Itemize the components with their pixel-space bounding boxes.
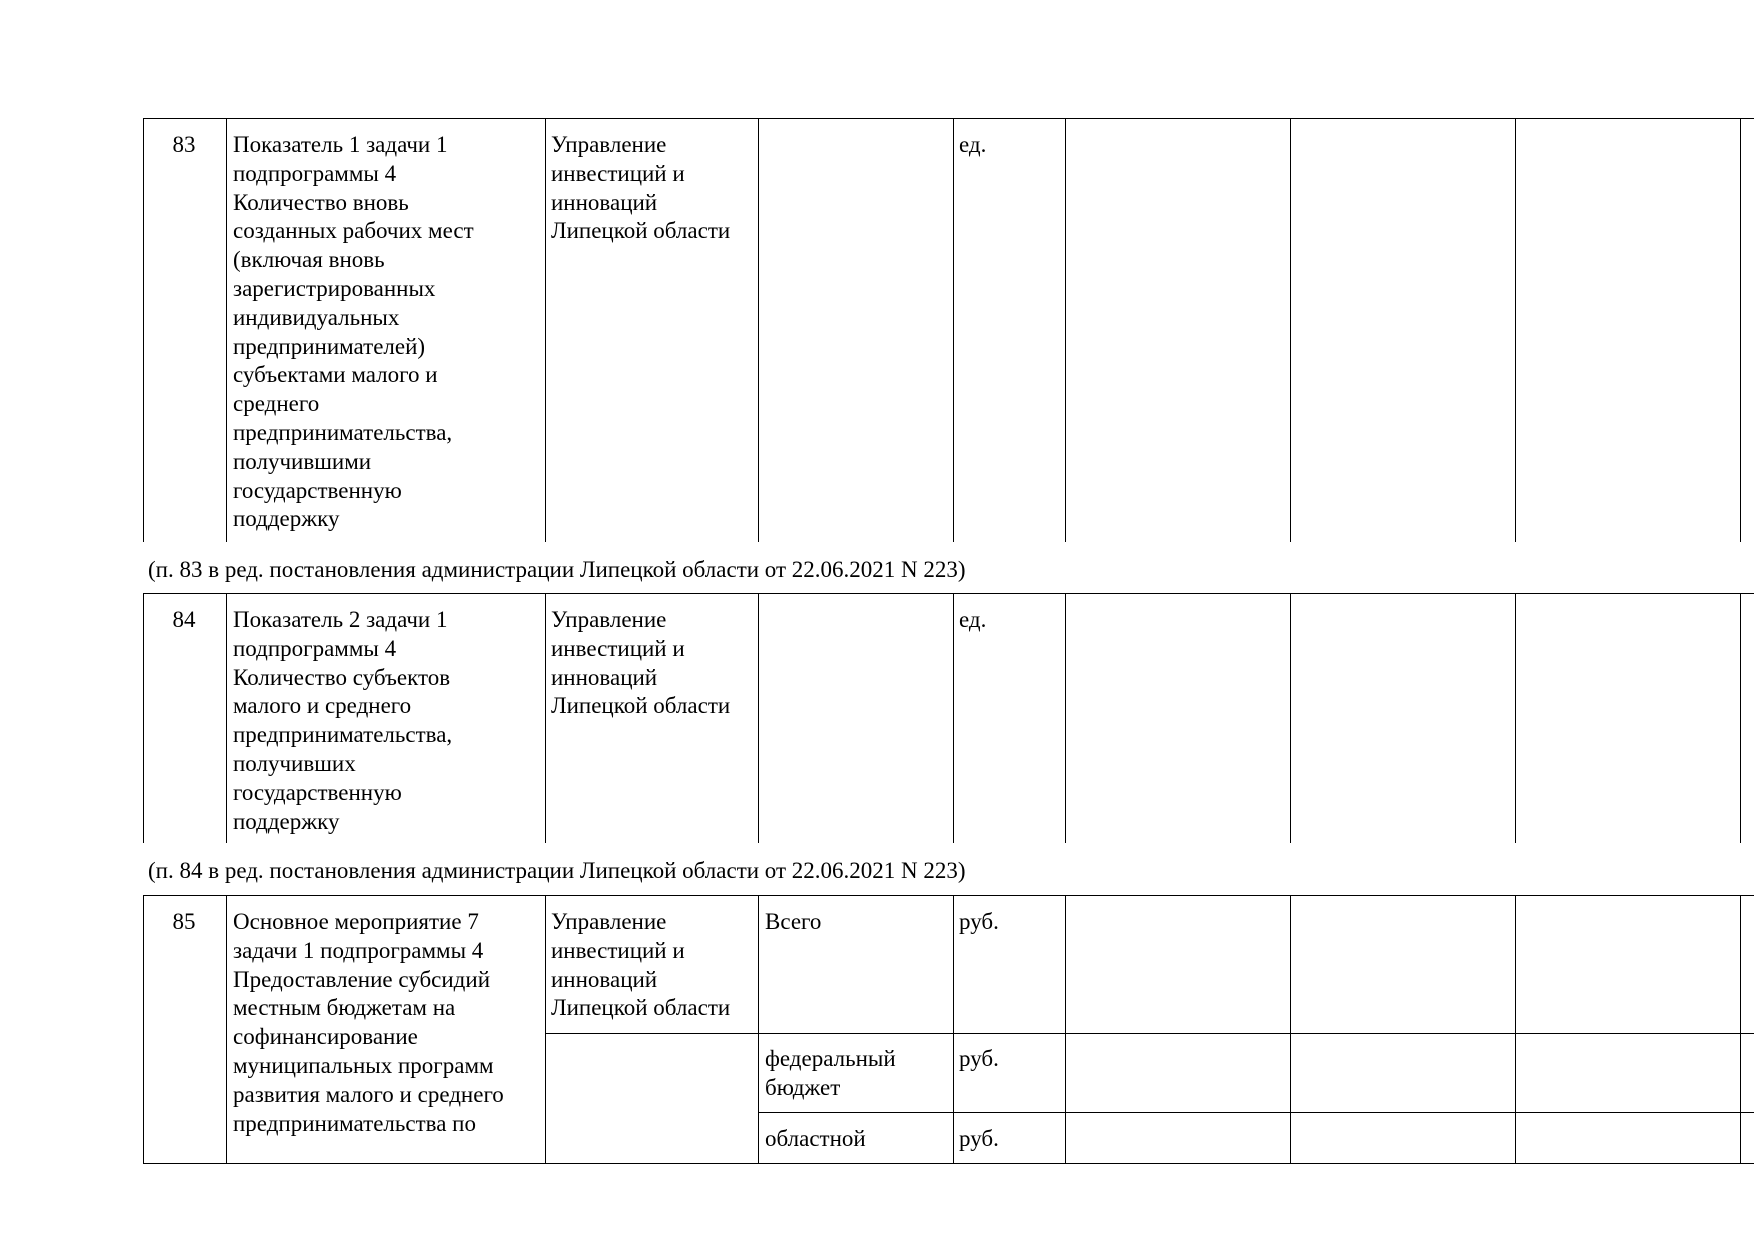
indicator-name: Основное мероприятие 7 задачи 1 подпрограммы 4 Предоставление субсидий местным бюджетам на софинансирование муниципальных программ развития малого и среднего предпринимательства по: [233, 909, 504, 1136]
funding-source: Всего: [765, 909, 822, 934]
table-border: [143, 593, 144, 843]
row-number: 85: [172, 909, 196, 934]
table-border: [143, 1163, 1754, 1164]
table-border: [545, 118, 546, 542]
table-border: [758, 1112, 1754, 1113]
table-border: [1740, 895, 1741, 1164]
table-border: [1740, 118, 1741, 542]
table-border: [953, 118, 954, 542]
table-border: [226, 895, 227, 1164]
table-border: [143, 593, 1754, 594]
table-border: [545, 895, 546, 1164]
indicator-name: Показатель 1 задачи 1 подпрограммы 4 Количество вновь созданных рабочих мест (включая вновь зарегистрированных индивидуальных предпринимателей) субъектами малого и среднего предпринимательства, получившими государственную поддержку: [233, 132, 474, 532]
executor-name: Управление инвестиций и инноваций Липецкой области: [551, 607, 731, 719]
table-border: [1290, 593, 1291, 843]
table-border: [1065, 118, 1066, 542]
table-border: [758, 895, 759, 1164]
table-border: [1290, 895, 1291, 1164]
row-number: 83: [172, 132, 196, 157]
table-border: [1740, 593, 1741, 843]
table-border: [545, 593, 546, 843]
unit-cell: руб.: [959, 1046, 999, 1071]
table-border: [1065, 593, 1066, 843]
unit-cell: ед.: [959, 132, 987, 157]
revision-note: (п. 84 в ред. постановления администрации Липецкой области от 22.06.2021 N 223): [148, 858, 966, 883]
table-border: [953, 895, 954, 1164]
table-border: [545, 1033, 1754, 1034]
indicator-name: Показатель 2 задачи 1 подпрограммы 4 Количество субъектов малого и среднего предпринимательства, получивших государственную поддержку: [233, 607, 453, 834]
table-border: [143, 118, 1754, 119]
funding-source: федеральный бюджет: [765, 1046, 896, 1100]
unit-cell: ед.: [959, 607, 987, 632]
table-border: [1515, 593, 1516, 843]
table-border: [758, 118, 759, 542]
row-number: 84: [172, 607, 196, 632]
executor-name: Управление инвестиций и инноваций Липецкой области: [551, 132, 731, 244]
funding-source: областной: [765, 1126, 866, 1151]
unit-cell: руб.: [959, 1126, 999, 1151]
executor-name: Управление инвестиций и инноваций Липецкой области: [551, 909, 731, 1021]
table-border: [143, 895, 144, 1164]
table-border: [1515, 118, 1516, 542]
table-border: [143, 118, 144, 542]
table-border: [226, 593, 227, 843]
table-border: [758, 593, 759, 843]
revision-note: (п. 83 в ред. постановления администрации Липецкой области от 22.06.2021 N 223): [148, 557, 966, 582]
table-border: [226, 118, 227, 542]
table-border: [1515, 895, 1516, 1164]
table-border: [1065, 895, 1066, 1164]
table-border: [953, 593, 954, 843]
table-border: [1290, 118, 1291, 542]
unit-cell: руб.: [959, 909, 999, 934]
table-border: [143, 895, 1754, 896]
